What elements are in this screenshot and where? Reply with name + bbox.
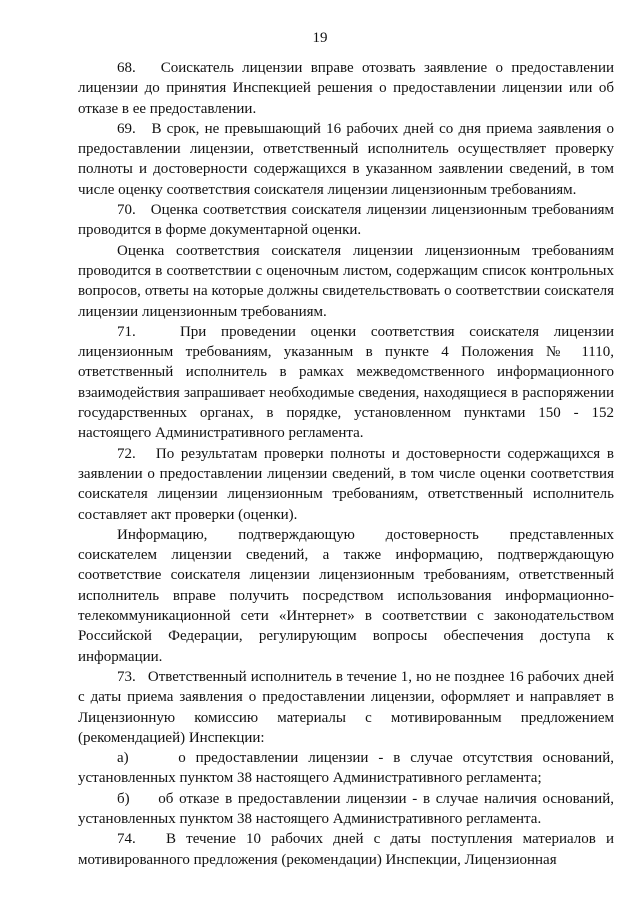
paragraph-68: 68. Соискатель лицензии вправе отозвать заявление о предоставлении лицензии до принятия Инспекцией решения о предоставлении лицензии или об отказе в ее предоставлении. [78, 60, 614, 117]
paragraph-73: 73. Ответственный исполнитель в течение 1, но не позднее 16 рабочих дней с даты приема заявления о предоставлении лицензии, оформляет и направляет в Лицензионную комиссию материалы с мотивированным предложением (рекомендацией) Инспекции: [78, 668, 614, 746]
paragraph-70: 70. Оценка соответствия соискателя лицензии лицензионным требованиям проводится в форме документарной оценки. [78, 202, 614, 239]
document-body [78, 58, 614, 870]
paragraph-73-item-a: а) о предоставлении лицензии - в случае отсутствия оснований, установленных пунктом 38 настоящего Административного регламента; [78, 750, 614, 787]
paragraph-73-item-b: б) об отказе в предоставлении лицензии - в случае наличия оснований, установленных пунктом 38 настоящего Административного регламента. [78, 790, 614, 827]
page-number: 19 [312, 30, 328, 46]
paragraph-74: 74. В течение 10 рабочих дней с даты поступления материалов и мотивированного предложения (рекомендации) Инспекции, Лицензионная [78, 831, 614, 868]
paragraph-72: 72. По результатам проверки полноты и достоверности содержащихся в заявлении о предоставлении лицензии сведений, в том числе оценки соответствия соискателя лицензии лицензионным требованиям, ответственный исполнитель составляет акт проверки (оценки). [78, 445, 614, 523]
paragraph-70-continued: Оценка соответствия соискателя лицензии лицензионным требованиям проводится в соответствии с оценочным листом, содержащим список контрольных вопросов, ответы на которые должны свидетельствовать о соответствии соискателя лицензии лицензионным требованиям. [78, 242, 614, 320]
paragraph-72-continued: Информацию, подтверждающую достоверность представленных соискателем лицензии сведений, а также информацию, подтверждающую соответствие соискателя лицензии лицензионным требованиям, ответственный исполнитель вправе получить посредством использования информационно-телекоммуникационной сети «Интернет» в соответствии с законодательством Российской Федерации, регулирующим вопросы обеспечения доступа к информации. [78, 526, 614, 665]
paragraph-71: 71. При проведении оценки соответствия соискателя лицензии лицензионным требованиям, указанным в пункте 4 Положения № 1110, ответственный исполнитель в рамках межведомственного информационного взаимодействия запрашивает необходимые сведения, находящиеся в распоряжении государственных органах, в порядке, установленном пунктами 150 - 152 настоящего Административного регламента. [78, 323, 614, 442]
paragraph-69: 69. В срок, не превышающий 16 рабочих дней со дня приема заявления о предоставлении лицензии, ответственный исполнитель осуществляет проверку полноты и достоверности содержащихся в указанном заявлении сведений, в том числе оценку соответствия соискателя лицензии лицензионным требованиям. [78, 120, 614, 198]
